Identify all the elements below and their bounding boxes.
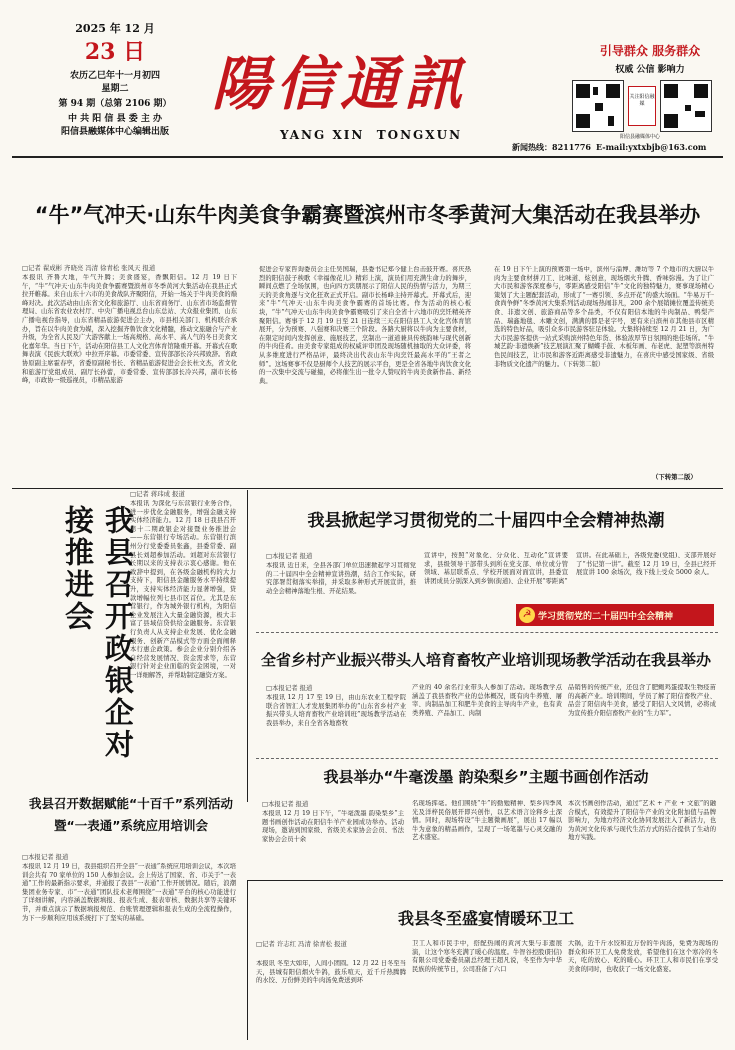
winter-headline: 我县冬至盛宴情暖环卫工 (397, 909, 574, 928)
lead-headline: “牛”气冲天·山东牛肉美食争霸赛暨滨州市冬季黄河大集活动在我县举办 (34, 203, 701, 227)
section-dash-1 (256, 632, 718, 633)
plenary-column-1: 本报讯 近日来，全县各部门单位迅速掀起学习贯彻党的二十届四中全会精神宣讲热潮，结合工作实际，研究部署贯彻落实举措，并采取多种形式开展宣讲，推动全会精神落地生根、开花结果。 (266, 562, 416, 595)
masthead-rule (12, 156, 723, 158)
qr-label-2: 阳信县融媒体中心 (619, 134, 660, 140)
section-dash-2 (256, 758, 718, 759)
banking-byline: □记者 蒋玮成 报道 (130, 490, 185, 498)
newspaper-pinyin: YANG XIN TONGXUN (279, 128, 463, 142)
lead-column-3: 在 19 日下午上演的预赛第一场中，滨州与淄博、潍坊等 7 个地市的大厨以牛肉为主要食材拼刀工、比味道、炫创意，现场烟火升腾、香味弥漫。为了让广大市民和游客深度参与，零距离感受阳信“牛”文化的独特魅力，赛事现场精心策划了大主题配套活动，形成了“一赛引领、多点开花”的盛大场面。“牛易万千·食尚争鲜”冬季黄河大集系列活动现场热闹非凡，200 余个展销摊位覆盖传统美食、非遗文创、旅游商品等多个品类，不仅有阳信本地的牛肉制品、鸭梨产品、瑞鑫地毯、木雕文创，满满的都是老字号，更有来自滨州市其他县市区精选的特色好品，吸引众多市民游客驻足体验。大集将持续至 12 月 21 日，为广大市民游客提供一站式采购滨州特色年货、体验浓厚节日氛围的绝佳场所。“牛城艺韵·非遗焕新”技艺展演汇聚了蝴蝶手鼓、木板年画、布老虎、泥塑等滨州特色民间技艺，让市民和游客近距离感受非遗魅力，在喜庆中感受国家级、省级非物质文化遗产的魅力。（下转第二版） (494, 266, 714, 368)
calligraphy-headline: 我县举办“牛毫泼墨 韵染梨乡”主题书画创作活动 (323, 768, 649, 786)
digital-headline-2: 暨“一表通”系统应用培训会 (54, 818, 208, 833)
digital-text: 本报讯 12 月 19 日，我县组织召开全县“一表通”系统应用培训会议，本次培训会共有 70 家单位的 150 人参加会议。会上传达了国家、省、市关于“一表通”工作的最新指示要求，并通报了我县“一表通”工作开展情况。随后，浪潮集团业务专家、市“一表通”团队技术老师围绕“一表通”平台的核心功能进行了详细讲解，内容涵盖数据填报、报表生成、报表审核、数据共享等关键环节，并重点演示了数据填报规范、台账管理逻辑和报表生成的全流程操作，为下一步顺利应用该系统打下了坚实的基础。 (22, 863, 236, 922)
lunar-date: 农历乙巳年十一月初四 (69, 71, 160, 81)
training-headline: 全省乡村产业振兴带头人培育畜牧产业培训现场教学活动在我县举办 (260, 651, 711, 669)
winter-column-1: 本报讯 冬至大如年，人间小团圆。12 月 22 日冬至当天，县城有阳信烟火牛鸽，鼓乐喧天，近千斤热腾腾的水饺、万份鲜美的牛肉汤免费送到环 (256, 960, 406, 985)
qr-code-left (572, 80, 624, 132)
training-column-3: 品销售的传统产业，还包含了肥鲍鸡蛋提取生物疫苗的高新产业。培训期间，学员了解了阳信畜牧产业、品尝了阳信肉牛美食，感受了阳信人文风情，必将成为宣传推介阳信畜牧产业的“生力军”。 (568, 684, 716, 717)
lead-column-1: 本报讯 齐鲁大地，牛气升腾；美食盛宴，香飘阳信。12 月 19 日下午，“牛”气冲天·山东牛肉美食争霸赛暨滨州市冬季黄河大集活动在我县正式拉开帷幕。来自山东十六市的美食战队齐聚阳信，开始一场关于牛肉美食的巅峰对决。此次活动由山东省文化和旅游厅、山东省商务厅、山东省市场监督管理局、山东省农业农村厅、中央广播电视总台山东总站、大众报业集团、山东广播电视台指导，山东省精品旅游促进会主办，市县相关部门、机构联合承办，旨在以牛肉美食为媒，深入挖掘齐鲁饮食文化精髓，推动文旅融合与产业升级，为全省人民及广大游客献上一场高规格、高水平、高人气的冬日美食文化嘉年华。当日下午，活动在阳信县工人文化宫体育馆隆重开幕。开幕式在歌舞表演《民族大联欢》中拉开序幕。市委常委、宣传部部长冷兴邦致辞。省政协原副主席霍春亭，省委原副秘书长、省精品旅游促进会会长杜文杰，省文化和旅游厅党组成员、副厅长孙蕾，市委常委、宣传部部长冷兴邦，副市长杨峰，市政协一级巡视员，市精品旅游 (22, 274, 237, 385)
hotline: 新闻热线：8211776 (512, 142, 591, 152)
badge-center (628, 86, 656, 126)
masthead-date-block (20, 20, 210, 137)
section-rule-1 (12, 488, 723, 489)
issue-year-month: 2025 年 12 月 (75, 22, 155, 35)
winter-column-2: 卫工人和市民手中，搭配热闹的黄河大集与非遗展演，让这个寒冬充满了暖心的温度。牛智谷控股(阳信)有限公司党委委员副总经理王超凡说，冬至作为中华民族的传统节日，公司准备了六口 (412, 940, 562, 973)
section-rule-2 (247, 880, 723, 881)
plenary-banner-text: 学习贯彻党的二十届四中全会精神 (538, 611, 674, 622)
lead-turn-page: （下转第二版） (652, 473, 697, 481)
vertical-divider (247, 490, 248, 802)
lead-byline: □记者 翟成彬 齐晓亮 冯清 徐青松 张风天 报道 (22, 264, 156, 272)
sponsor-line: 中 共 阳 信 县 委 主 办 (68, 114, 162, 124)
slogan: 引导群众 服务群众 (599, 44, 701, 58)
plenary-byline: □本报记者 报道 (266, 552, 313, 560)
training-byline: □本报记者 报道 (266, 684, 313, 692)
vertical-divider-2 (247, 880, 248, 1040)
winter-byline: □记者 许志红 冯清 徐青松 报道 (256, 940, 347, 948)
digital-headline-1: 我县召开数据赋能“十百千”系列活动 (29, 796, 233, 811)
plenary-column-2: 宣讲中，按照“对象化、分众化、互动化”宣讲要求，县级领导干部带头到所在党支部、单位或分管领域、基层联系点、学校开展面对面宣讲，县委宣讲团成员分别深入到乡镇(街道)、企业开展“零距离” (424, 552, 568, 585)
plenary-banner (516, 604, 714, 626)
calligraphy-column-2: 名现场挥毫。他们围绕“牛”的勤勉精神、梨乡四季风光及洋梓民俗展开即兴创作，以艺术语言诠释乡土深情。同时，现场特设“牛主题微画展”，展出 17 幅以牛为意象的精品画作，呈现了一场笔墨与心灵交融的艺术盛宴。 (412, 800, 562, 842)
calligraphy-column-1: 本报讯 12 月 19 日下午，“牛毫泼墨 韵染梨乡”主题书画创作活动在阳信牛羊产业园成功举办。活动现场，邀请到国家级、省级美术家协会会员、书法家协会会员十余 (262, 810, 404, 843)
newspaper-title: 陽信通訊 (212, 50, 469, 118)
digital-byline: □本报记者 报道 (22, 853, 69, 861)
plenary-headline: 我县掀起学习贯彻党的二十届四中全会精神热潮 (307, 511, 665, 531)
weekday: 星期二 (101, 84, 129, 94)
winter-column-3: 大锅，近千斤水饺和近万份的牛肉汤，免费为现场的群众和环卫工人免费发放，希望他们在这个寒冷的冬天，吃的放心、吃的暖心。环卫工人和市民们在享受美食的同时，也收获了一场文化盛宴。 (568, 940, 718, 973)
training-column-1: 本报讯 12 月 17 至 19 日，由山东农业工程学院联合省智汇人才发展集团举办的“山东省乡村产业振兴带头人培育畜牧产业培训班”现场教学活动在我县举办，来自全省各地畜牧 (266, 694, 406, 727)
banking-headline: 我县召开政银企对接推进会 (61, 505, 135, 761)
email: E-mail:yxtxbjb@163.com (596, 142, 707, 152)
party-emblem-icon: ☭ (519, 607, 535, 623)
qr-label-1: 关注阳信融媒 (629, 94, 655, 107)
calligraphy-byline: □本报记者 报道 (262, 800, 309, 808)
plenary-column-3: 宣讲。在此基础上，各级党委(党组)、支部开展好了“书记第一讲”。截至 12 月 19 日，全县已经开展宣讲 100 余场次，线下线上受众 5000 余人。 (576, 552, 716, 577)
publisher-line: 阳信县融媒体中心编辑出版 (60, 127, 169, 137)
training-column-2: 产业的 40 余名行业带头人参加了活动。现场教学点涵盖了我县畜牧产业的总体概况，既有肉牛养殖、屠宰、肉制品加工和肥牛美食的主导肉牛产业，也有黄类养殖、产品加工、肉制 (412, 684, 562, 717)
issue-number: 第 94 期（总第 2106 期） (58, 99, 172, 109)
issue-day: 23 日 (84, 39, 146, 65)
calligraphy-column-3: 本次书画创作活动，通过“艺术 + 产业 + 文旅”的融合模式，有效提升了阳信牛产业的文化附加值与品牌影响力，为地方经济文化协同发展注入了新活力，也为黄河文化传承与现代生活方式的结合提供了生动的地方实践。 (568, 800, 716, 842)
slogan-sub: 权威 公信 影响力 (615, 65, 685, 75)
lead-column-2: 促进会专家咨询委员会主任吴国瑞，县委书记郑今健上台击鼓开赛。喜庆热烈的阳信鼓子秧歌《幸福像花儿》精彩上演，演员们用充满生命力的舞步，瞬间点燃了全场氛围，也向四方宾朋展示了阳信人民的热情与活力，为期三天的美食角逐与文化狂欢正式开启。副市长杨峰主持开幕式。开幕式后，迎来“牛”气冲天·山东牛肉美食争霸赛的首场比赛。作为活动的核心板块，“牛”气冲天·山东牛肉美食争霸赛吸引了来自全省十六地市的烹饪精英齐聚阳信。赛事于 12 月 19 日至 21 日连续三天在阳信县工人文化宫体育馆展开，分为预赛、八强赛和决赛三个阶段。各路大厨将以牛肉为主要食材，在限定时间内发挥创意、施展技艺，烹制出一道道兼具传统韵味与现代创新的牛肉佳肴。由美食专家组成的权威评审团及现场随机抽取的大众评委，将从多维度进行严格品评，最终决出代表山东牛肉烹饪最高水平的“王者之师”。这场赛事不仅是厨师个人技艺的展示平台，更是全省各地牛肉饮食文化的一次集中交流与碰撞，必将催生出一批令人赞叹的牛肉美食新作品、新经典。 (259, 266, 471, 385)
qr-code-right (660, 80, 712, 132)
banking-text: 本报讯 为深化与东营银行业务合作，进一步优化金融服务，增强金融支持实体经济能力。12 月 18 日我县召开第十二期政银企对接暨业务推进会——东营银行专场活动。东营银行滨州分行党委委员张鑫，县委常委、副县长刘超参加活动。刘超对东营银行长期以来的支持表示衷心感谢。他在致辞中提到，在各级金融机构的大力支持下，阳信县金融服务水平持续提升，支持实体经济能力显著增强，贷款增幅位列七县市区首位。尤其是东营银行，作为城外银行机构，为阳信企业发展注入大量金融资源，极大丰富了县域信贷供给金融服务。东营银行负责人从支持企业发展、优化金融服务、创新产品模式等方面全面阐释本行惠企政策。参会企业分别介绍各自经营发展情况、资金需求等，东营银行针对企业面临的资金困境，一对一详细解答，并帮助制定融资方案。 (130, 500, 236, 679)
